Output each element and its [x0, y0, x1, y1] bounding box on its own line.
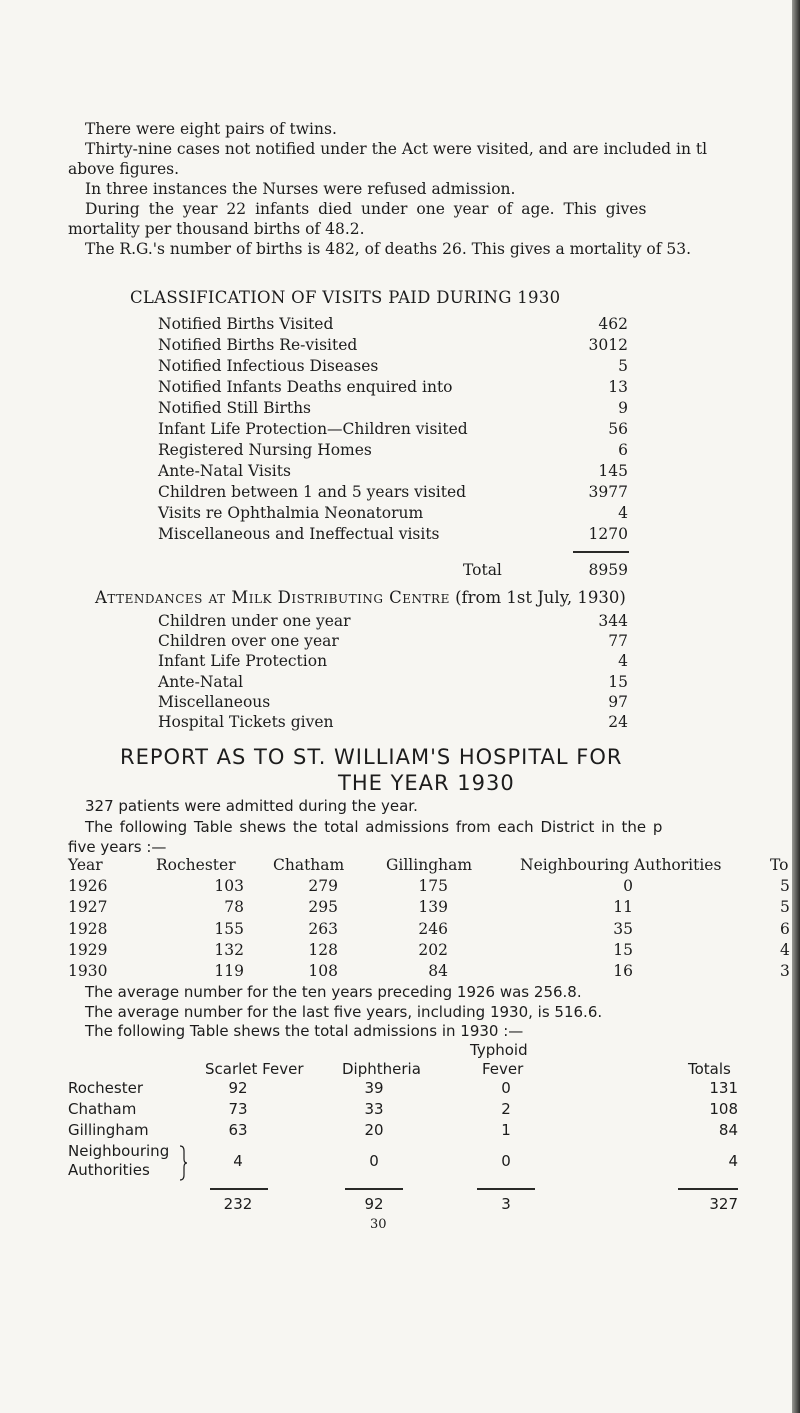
intro-line-6: mortality per thousand births of 48.2. [68, 220, 365, 238]
classification-row [158, 336, 628, 357]
row-value: 97 [608, 692, 628, 711]
cell-total: 108 [709, 1100, 738, 1118]
row-value: 77 [608, 632, 628, 651]
total-rule [573, 551, 629, 553]
row-value: 15 [608, 672, 628, 691]
sum-rule-scarlet [210, 1188, 268, 1190]
cell-chatham: 279 [308, 877, 338, 895]
milk-row [158, 713, 628, 733]
row-label: Notified Still Births [158, 399, 312, 417]
classification-list [158, 315, 628, 546]
brace-icon [178, 1145, 188, 1181]
row-label: Visits re Ophthalmia Neonatorum [158, 504, 424, 522]
cell-total: 5 [780, 898, 790, 916]
intro-line-2: Thirty-nine cases not notified under the Act were visited, and are included in tl [85, 140, 708, 158]
cell-gillingham: 139 [418, 898, 448, 916]
sum-scarlet: 232 [223, 1195, 253, 1213]
classification-row [158, 483, 628, 504]
cell-scarlet: 63 [228, 1121, 248, 1139]
row-value: 4 [618, 504, 628, 522]
cell-diphtheria: 33 [364, 1100, 384, 1118]
cell-district-line2: Authorities [68, 1161, 150, 1179]
report-paragraph-3: five years :— [68, 838, 167, 856]
cell-district: Gillingham [68, 1121, 149, 1139]
cell-total: 3 [780, 962, 790, 980]
cell-year: 1930 [68, 962, 108, 980]
row-value: 145 [598, 462, 628, 480]
classification-row [158, 525, 628, 546]
cell-diphtheria: 39 [364, 1079, 384, 1097]
cell-rochester: 132 [214, 941, 244, 959]
sum-total: 327 [709, 1195, 738, 1213]
cell-year: 1928 [68, 920, 108, 938]
cell-chatham: 128 [308, 941, 338, 959]
header-totals: Totals [688, 1060, 731, 1078]
cell-typhoid: 0 [501, 1152, 511, 1170]
row-label: Notified Births Re-visited [158, 336, 358, 354]
row-label: Children between 1 and 5 years visited [158, 483, 467, 501]
header-neighbouring: Neighbouring Authorities [520, 856, 722, 874]
cell-chatham: 295 [308, 898, 338, 916]
cell-neighbouring: 16 [613, 962, 633, 980]
cell-total: 6 [780, 920, 790, 938]
row-value: 4 [618, 652, 628, 671]
cell-total: 4 [780, 941, 790, 959]
header-typhoid: Typhoid [470, 1041, 528, 1059]
row-value: 6 [618, 441, 628, 459]
average-ten-years: The average number for the ten years preceding 1926 was 256.8. [85, 983, 582, 1001]
header-chatham: Chatham [273, 856, 345, 874]
sum-diphtheria: 92 [364, 1195, 384, 1213]
milk-centre-title [95, 588, 626, 607]
classification-title: CLASSIFICATION OF VISITS PAID DURING 1930 [130, 288, 561, 307]
cell-rochester: 103 [214, 877, 244, 895]
row-value: 24 [608, 712, 628, 731]
milk-row [158, 632, 628, 652]
milk-title-smallcaps: Attendances at Milk Distributing Centre [95, 588, 450, 607]
cell-chatham: 108 [308, 962, 338, 980]
classification-row [158, 357, 628, 378]
cell-diphtheria: 20 [364, 1121, 384, 1139]
header-gillingham: Gillingham [386, 856, 473, 874]
row-label: Children under one year [158, 612, 351, 630]
row-value: 344 [598, 612, 628, 630]
header-rochester: Rochester [156, 856, 236, 874]
header-fever: Fever [482, 1060, 524, 1078]
cell-gillingham: 246 [418, 920, 448, 938]
row-label: Ante-Natal Visits [158, 462, 291, 480]
row-value: 56 [608, 420, 628, 438]
cell-gillingham: 202 [418, 941, 448, 959]
row-label: Hospital Tickets given [158, 712, 334, 731]
row-value: 3977 [588, 483, 628, 501]
intro-line-3: above figures. [68, 160, 180, 178]
classification-row [158, 315, 628, 336]
sum-typhoid: 3 [501, 1195, 511, 1213]
row-label: Ante-Natal [158, 672, 244, 691]
cell-year: 1926 [68, 877, 108, 895]
report-paragraph-2: The following Table shews the total admissions from each District in the p [85, 818, 663, 836]
classification-row [158, 378, 628, 399]
report-heading-line1: REPORT AS TO ST. WILLIAM'S HOSPITAL FOR [120, 745, 623, 769]
milk-row [158, 693, 628, 713]
row-label: Infant Life Protection—Children visited [158, 420, 468, 438]
row-label: Notified Infants Deaths enquired into [158, 378, 453, 396]
cell-gillingham: 84 [428, 962, 448, 980]
intro-line-1: There were eight pairs of twins. [85, 120, 337, 138]
header-scarlet-fever: Scarlet Fever [205, 1060, 304, 1078]
report-heading [120, 744, 760, 796]
cell-year: 1927 [68, 898, 108, 916]
cell-district: Rochester [68, 1079, 143, 1097]
milk-row [158, 612, 628, 632]
classification-row [158, 462, 628, 483]
row-label: Miscellaneous [158, 692, 271, 711]
cell-diphtheria: 0 [369, 1152, 379, 1170]
cell-typhoid: 1 [501, 1121, 511, 1139]
report-heading-line2: THE YEAR 1930 [338, 771, 515, 795]
header-year: Year [68, 856, 103, 874]
cell-typhoid: 0 [501, 1079, 511, 1097]
cell-total: 84 [718, 1121, 738, 1139]
milk-row [158, 652, 628, 672]
row-value: 3012 [588, 336, 628, 354]
cell-total: 4 [728, 1152, 738, 1170]
row-value: 9 [618, 399, 628, 417]
row-label: Miscellaneous and Ineffectual visits [158, 525, 440, 543]
cell-total: 5 [780, 877, 790, 895]
page-number: 30 [370, 1217, 387, 1232]
cell-typhoid: 2 [501, 1100, 511, 1118]
row-value: 462 [598, 315, 628, 333]
row-value: 1270 [588, 525, 628, 543]
cell-total: 131 [709, 1079, 738, 1097]
row-value: 13 [608, 378, 628, 396]
sum-rule-typhoid [477, 1188, 535, 1190]
cell-district-line1: Neighbouring [68, 1142, 170, 1160]
classification-row [158, 441, 628, 462]
cell-neighbouring: 11 [613, 898, 633, 916]
cell-gillingham: 175 [418, 877, 448, 895]
row-label: Registered Nursing Homes [158, 441, 372, 459]
classification-total-label: Total [463, 561, 502, 579]
classification-row [158, 420, 628, 441]
row-label: Notified Births Visited [158, 315, 334, 333]
row-value: 5 [618, 357, 628, 375]
milk-list [158, 612, 628, 733]
cell-rochester: 78 [224, 898, 244, 916]
classification-row [158, 399, 628, 420]
row-label: Infant Life Protection [158, 652, 328, 671]
sum-rule-totals [678, 1188, 738, 1190]
cell-year: 1929 [68, 941, 108, 959]
intro-line-4: In three instances the Nurses were refused admission. [85, 180, 516, 198]
intro-line-7: The R.G.'s number of births is 482, of deaths 26. This gives a mortality of 53. [85, 240, 692, 258]
cell-rochester: 155 [214, 920, 244, 938]
milk-row [158, 673, 628, 693]
cell-scarlet: 92 [228, 1079, 248, 1097]
cell-scarlet: 4 [233, 1152, 243, 1170]
cell-neighbouring: 15 [613, 941, 633, 959]
classification-total-value: 8959 [588, 561, 628, 579]
intro-line-5: During the year 22 infants died under one year of age. This gives [85, 200, 647, 218]
report-paragraph-1: 327 patients were admitted during the year. [85, 797, 418, 815]
average-five-years: The average number for the last five years, including 1930, is 516.6. [85, 1003, 603, 1021]
row-label: Children over one year [158, 632, 339, 651]
cell-district: Chatham [68, 1100, 137, 1118]
cell-scarlet: 73 [228, 1100, 248, 1118]
header-diphtheria: Diphtheria [342, 1060, 421, 1078]
classification-row [158, 504, 628, 525]
header-total: To [770, 856, 789, 874]
admissions-1930-intro: The following Table shews the total admissions in 1930 :— [85, 1022, 524, 1040]
cell-neighbouring: 0 [623, 877, 633, 895]
row-label: Notified Infectious Diseases [158, 357, 379, 375]
sum-rule-diphtheria [345, 1188, 403, 1190]
cell-rochester: 119 [214, 962, 244, 980]
page-edge-shadow [792, 0, 800, 1413]
cell-chatham: 263 [308, 920, 338, 938]
milk-title-tail: (from 1st July, 1930) [455, 588, 626, 607]
cell-neighbouring: 35 [613, 920, 633, 938]
